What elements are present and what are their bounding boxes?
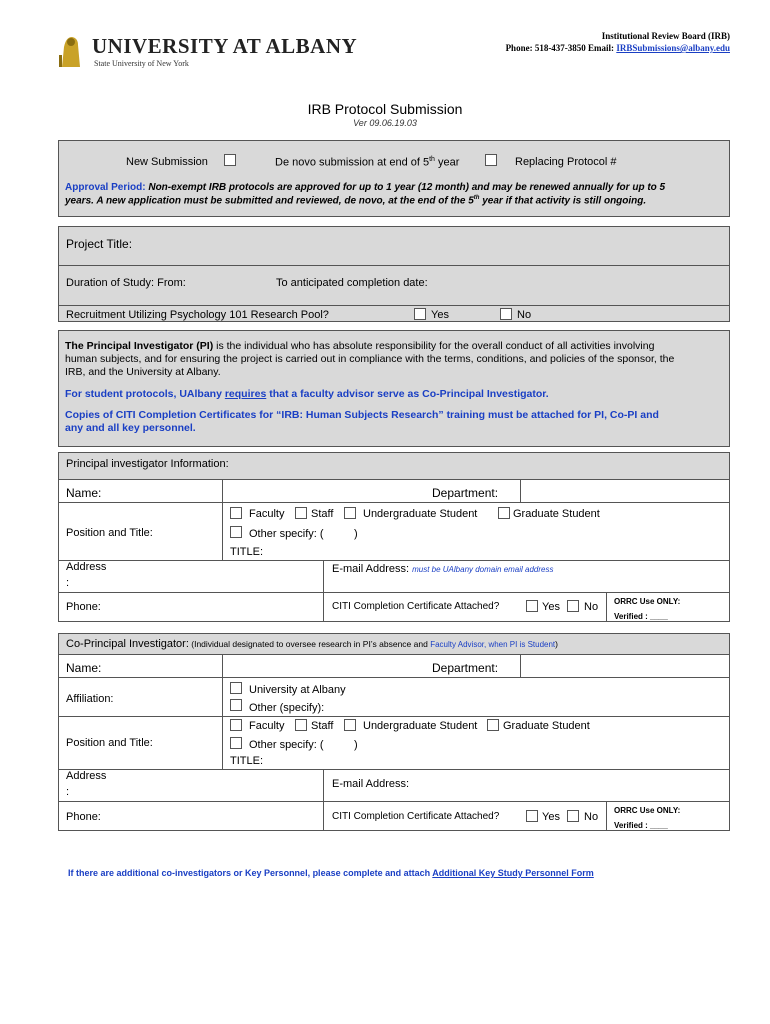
pi-phone-label: Phone: [66,601,101,613]
divider [58,265,730,266]
divider [58,305,730,306]
divider [58,769,730,770]
copi-grad-checkbox[interactable] [487,719,499,731]
approval-period-text-2: years. A new application must be submitted and reviewed, de novo, at the end of the 5th year if that activity is still ongoing. [65,195,647,207]
copi-citi-no-label: No [584,811,599,823]
copi-address-label: Address [66,770,107,782]
divider [58,677,730,678]
divider [58,801,730,802]
copi-faculty-label: Faculty [249,720,285,732]
pi-citi-label: CITI Completion Certificate Attached? [332,601,500,612]
pi-address-colon: : [66,577,70,589]
copi-other-label: Other specify: ( [249,739,324,751]
pi-verified-label: Verified : ____ [614,612,668,621]
page-title: IRB Protocol Submission [307,101,463,117]
citi-note-1: Copies of CITI Completion Certificates for “IRB: Human Subjects Research” training must be attached for PI, Co-PI and [65,409,659,421]
version-text: Ver 09.06.19.03 [353,118,417,128]
copi-address-colon: : [66,786,70,798]
pi-citi-yes-label: Yes [542,601,560,613]
divider [222,655,223,770]
duration-label: Duration of Study: From: [66,277,186,289]
pi-faculty-checkbox[interactable] [230,507,242,519]
pi-orrc-label: ORRC Use ONLY: [614,597,681,606]
pi-staff-label: Staff [311,508,334,520]
pi-citi-no-checkbox[interactable] [567,600,579,612]
logo-main-text: UNIVERSITY AT ALBANY [92,34,358,58]
project-box [58,226,730,322]
new-submission-checkbox[interactable] [224,154,236,166]
pi-email-label: E-mail Address: must be UAlbany domain email address [332,563,554,575]
pi-other-close: ) [354,528,358,540]
copi-orrc-label: ORRC Use ONLY: [614,806,681,815]
copi-undergrad-label: Undergraduate Student [363,720,478,732]
irb-office-title: Institutional Review Board (IRB) [601,31,730,41]
pi-position-label: Position and Title: [66,527,153,539]
copi-citi-yes-label: Yes [542,811,560,823]
pi-staff-checkbox[interactable] [295,507,307,519]
divider [323,560,324,622]
pi-citi-no-label: No [584,601,599,613]
pi-section-label: Principal investigator Information: [66,458,229,470]
copi-department-label: Department: [432,661,499,675]
copi-section-label: Co-Principal Investigator: (Individual designated to oversee research in PI’s absence and Faculty Advisor, when PI is Student) [66,638,558,650]
replacing-protocol-label: Replacing Protocol # [515,156,617,168]
new-submission-label: New Submission [126,156,208,168]
pi-address-label: Address [66,561,107,573]
pi-definition-2: human subjects, and for ensuring the project is carried out in compliance with the terms, conditions, and policies of the sponsor, the [65,353,675,365]
pi-title-label: TITLE: [230,546,264,558]
recruitment-yes-label: Yes [431,309,449,321]
copi-ualbany-checkbox[interactable] [230,682,242,694]
divider [520,480,521,502]
divider [323,769,324,831]
copi-faculty-checkbox[interactable] [230,719,242,731]
student-protocol-note: For student protocols, UAlbany requires that a faculty advisor serve as Co-Principal Investigator. [65,388,549,400]
divider [222,480,223,560]
pi-grad-checkbox[interactable] [498,507,510,519]
copi-phone-label: Phone: [66,811,101,823]
copi-other-checkbox[interactable] [230,737,242,749]
pi-undergrad-checkbox[interactable] [344,507,356,519]
copi-citi-label: CITI Completion Certificate Attached? [332,811,500,822]
approval-period-text: Approval Period: Non-exempt IRB protocols are approved for up to 1 year (12 month) and may be renewed annually for up to 5 [65,182,666,193]
pi-other-checkbox[interactable] [230,526,242,538]
copi-title-label: TITLE: [230,755,264,767]
copi-name-label: Name: [66,661,102,675]
logo-sub-text: State University of New York [94,59,189,68]
copi-staff-label: Staff [311,720,334,732]
additional-personnel-note: If there are additional co-investigators or Key Personnel, please complete and attach Additional Key Study Personnel Form [68,868,594,878]
copi-other-close: ) [354,739,358,751]
denovo-checkbox[interactable] [485,154,497,166]
pi-definition-3: IRB, and the University at Albany. [65,366,221,378]
copi-email-label: E-mail Address: [332,778,410,790]
divider [606,801,607,831]
divider [520,655,521,677]
pi-definition-1: The Principal Investigator (PI) is the individual who has absolute responsibility for the overall conduct of all activities involving [65,340,655,352]
divider [58,502,730,503]
additional-personnel-form-link[interactable]: Additional Key Study Personnel Form [432,868,594,878]
pi-citi-yes-checkbox[interactable] [526,600,538,612]
divider [58,716,730,717]
pi-undergrad-label: Undergraduate Student [363,508,478,520]
irb-email-link[interactable]: IRBSubmissions@albany.edu [616,43,730,53]
divider [606,592,607,622]
copi-staff-checkbox[interactable] [295,719,307,731]
irb-contact [506,43,730,53]
copi-other-aff-label: Other (specify): [249,702,325,714]
copi-citi-yes-checkbox[interactable] [526,810,538,822]
minerva-logo-icon [54,33,86,69]
pi-grad-label: Graduate Student [513,508,600,520]
phone-label: Phone: 518-437-3850 Email: [505,43,615,53]
divider [58,560,730,561]
copi-undergrad-checkbox[interactable] [344,719,356,731]
pi-other-label: Other specify: ( [249,528,324,540]
project-title-label: Project Title: [66,237,133,251]
recruitment-no-checkbox[interactable] [500,308,512,320]
pi-department-label: Department: [432,486,499,500]
recruitment-label: Recruitment Utilizing Psychology 101 Research Pool? [66,309,329,321]
copi-other-aff-checkbox[interactable] [230,699,242,711]
copi-verified-label: Verified : ____ [614,821,668,830]
copi-position-label: Position and Title: [66,737,153,749]
denovo-label: De novo submission at end of 5th year [275,156,460,169]
recruitment-no-label: No [517,309,532,321]
copi-citi-no-checkbox[interactable] [567,810,579,822]
copi-affiliation-label: Affiliation: [66,693,114,705]
recruitment-yes-checkbox[interactable] [414,308,426,320]
pi-faculty-label: Faculty [249,508,285,520]
copi-grad-label: Graduate Student [503,720,590,732]
copi-ualbany-label: University at Albany [249,684,346,696]
divider [58,592,730,593]
citi-note-2: any and all key personnel. [65,422,196,434]
pi-name-label: Name: [66,486,102,500]
completion-date-label: To anticipated completion date: [276,277,428,289]
